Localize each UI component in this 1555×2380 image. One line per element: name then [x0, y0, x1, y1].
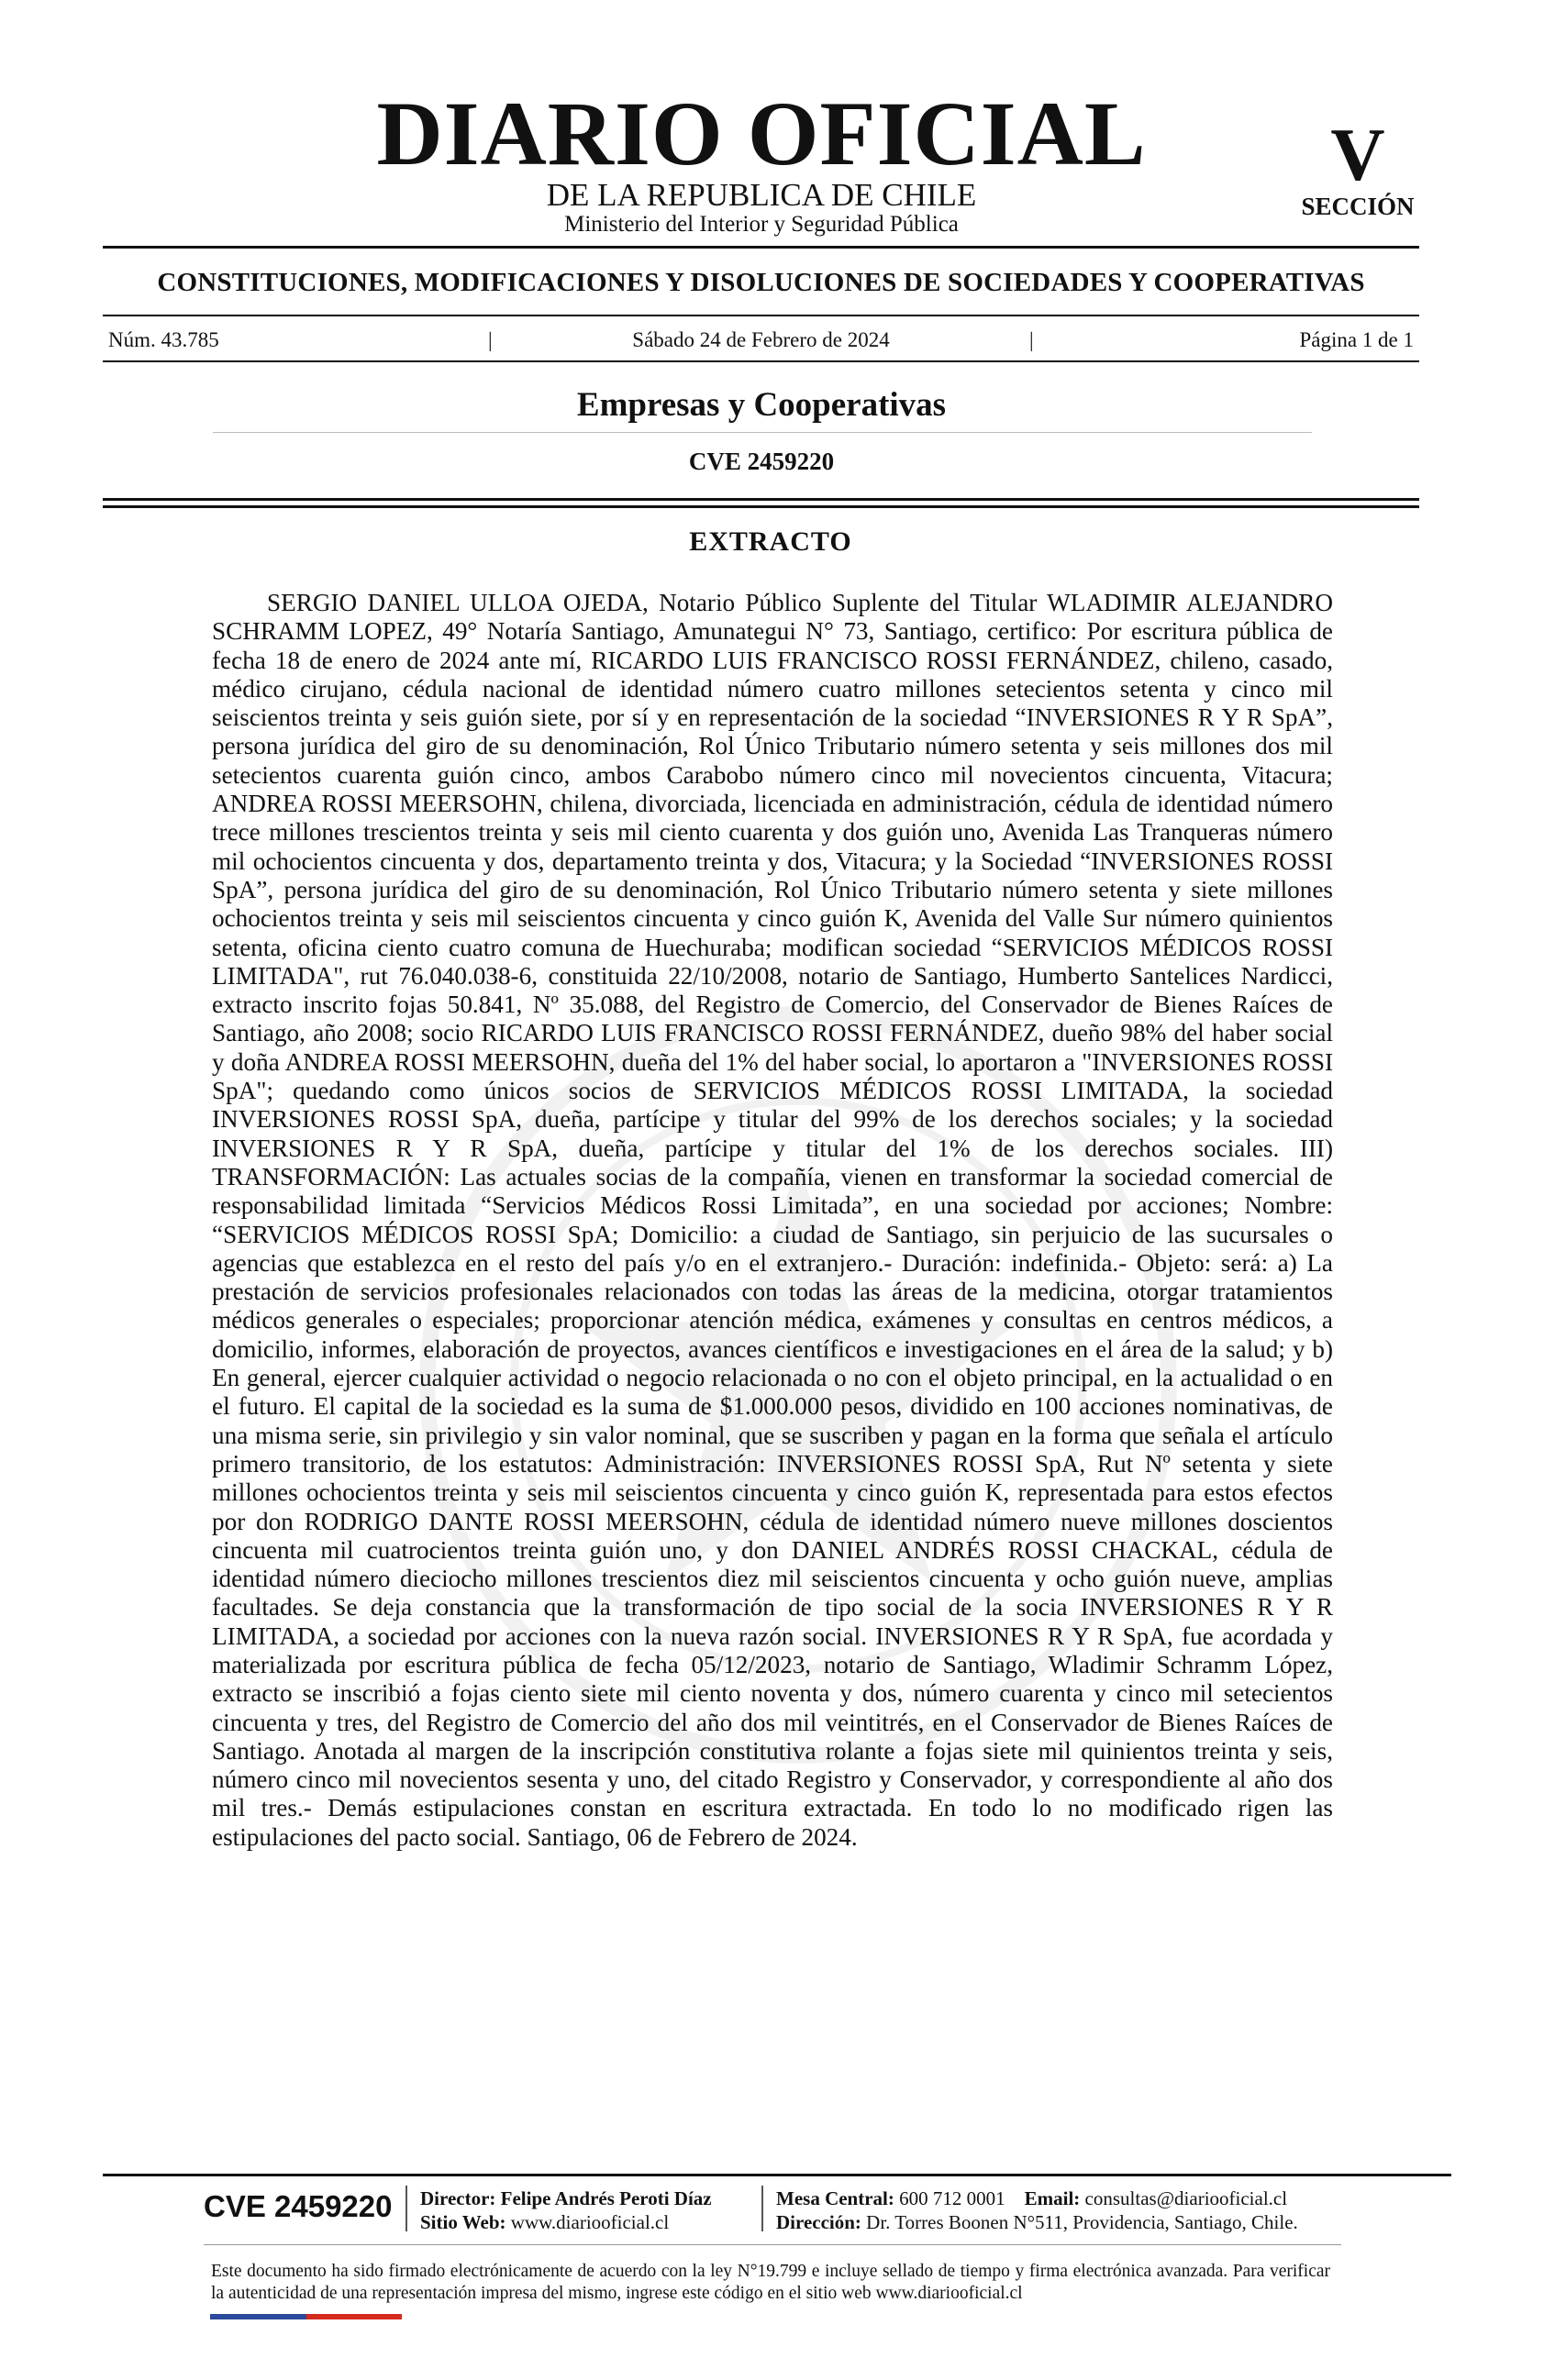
edition-title: Empresas y Cooperativas [576, 386, 947, 424]
cve-code: CVE 2459220 [688, 448, 835, 475]
website-label: Sitio Web: [420, 2211, 506, 2233]
edition-underline [213, 432, 1312, 433]
issue-number: Núm. 43.785 [108, 328, 219, 351]
section-letter: V [1330, 113, 1385, 196]
newspaper-title: DIARIO OFICIAL [376, 83, 1147, 184]
category-heading: CONSTITUCIONES, MODIFICACIONES Y DISOLUCIONES DE SOCIEDADES Y COOPERATIVAS [157, 268, 1365, 297]
page-count: Página 1 de 1 [1299, 328, 1414, 351]
newspaper-subtitle: DE LA REPUBLICA DE CHILE [546, 177, 977, 213]
infobar-rule [103, 360, 1419, 362]
footer-inner-rule [204, 2244, 1341, 2245]
section-label: SECCIÓN [1301, 193, 1415, 220]
document-body [212, 589, 1333, 1852]
website-link[interactable]: www.diariooficial.cl [510, 2211, 670, 2233]
mesa-label: Mesa Central: [776, 2187, 894, 2209]
category-rule [103, 315, 1419, 316]
flag-stripe-red [306, 2314, 402, 2319]
info-separator: | [1029, 328, 1034, 351]
body-paragraph: SERGIO DANIEL ULLOA OJEDA, Notario Público Suplente del Titular WLADIMIR ALEJANDRO SCHRAMM LOPEZ, 49° Notaría Santiago, Amunategui N° 73, Santiago, certifico: Por escritura pública de fecha 18 de enero de 2024 ante mí, RICARDO LUIS FRANCISCO ROSSI FERNÁNDEZ, chileno, casado, médico cirujano, cédula nacional de identidad número cuatro millones setecientos setenta y cinco mil seiscientos treinta y seis guión siete, por sí y en representación de la sociedad “INVERSIONES R Y R SpA”, persona jurídica del giro de su denominación, Rol Único Tributario número setenta y seis millones dos mil setecientos cuarenta guión cinco, ambos Carabobo número cinco mil novecientos cincuenta, Vitacura; ANDREA ROSSI MEERSOHN, chilena, divorciada, licenciada en administración, cédula de identidad número trece millones trescientos treinta y seis mil ciento cuarenta y dos guión uno, Avenida Las Tranqueras número mil ochocientos cincuenta y dos, departamento treinta y dos, Vitacura; y la Sociedad “INVERSIONES ROSSI SpA”, persona jurídica del giro de su denominación, Rol Único Tributario número setenta y siete millones ochocientos treinta y seis mil seiscientos cincuenta y cinco guión K, Avenida del Valle Sur número quinientos setenta, oficina ciento cuatro comuna de Huechuraba; modifican sociedad “SERVICIOS MÉDICOS ROSSI LIMITADA", rut 76.040.038-6, constituida 22/10/2008, notario de Santiago, Humberto Santelices Nardicci, extracto inscrito fojas 50.841, Nº 35.088, del Registro de Comercio, del Conservador de Bienes Raíces de Santiago, año 2008; socio RICARDO LUIS FRANCISCO ROSSI FERNÁNDEZ, dueño 98% del haber social y doña ANDREA ROSSI MEERSOHN, dueña del 1% del haber social, lo aportaron a "INVERSIONES ROSSI SpA"; quedando como únicos socios de SERVICIOS MÉDICOS ROSSI LIMITADA, la sociedad INVERSIONES ROSSI SpA, dueña, partícipe y titular del 99% de los derechos sociales; y la sociedad INVERSIONES R Y R SpA, dueña, partícipe y titular del 1% de los derechos sociales. III) TRANSFORMACIÓN: Las actuales socias de la compañía, vienen en transformar la sociedad comercial de responsabilidad limitada “Servicios Médicos Rossi Limitada”, en una sociedad por acciones; Nombre: “SERVICIOS MÉDICOS ROSSI SpA; Domicilio: a ciudad de Santiago, sin perjuicio de las sucursales o agencias que establezca en el resto del país y/o en el extranjero.- Duración: indefinida.- Objeto: será: a) La prestación de servicios profesionales relacionados con todas las áreas de la medicina, otorgar tratamientos médicos generales o especiales; proporcionar atención médica, exámenes y consultas en centros médicos, a domicilio, informes, elaboración de proyectos, avances científicos e investigaciones en el área de la salud; y b) En general, ejercer cualquier actividad o negocio relacionada o no con el objeto principal, en la actualidad o en el futuro. El capital de la sociedad es la suma de $1.000.000 pesos, dividido en 100 acciones nominativas, de una misma serie, sin privilegio y sin valor nominal, que se suscriben y pagan en la forma que señala el artículo primero transitorio, de los estatutos: Administración: INVERSIONES ROSSI SpA, Rut Nº setenta y siete millones ochocientos treinta y seis mil seiscientos cincuenta y cinco guión K, representada para estos efectos por don RODRIGO DANTE ROSSI MEERSOHN, cédula de identidad número nueve millones doscientos cincuenta mil cuatrocientos treinta guión uno, y don DANIEL ANDRÉS ROSSI CHACKAL, cédula de identidad número dieciocho millones trescientos diez mil seiscientos cincuenta y ocho guión nueve, amplias facultades. Se deja constancia que la transformación de tipo social de la socia INVERSIONES R Y R LIMITADA, a sociedad por acciones con la nueva razón social. INVERSIONES R Y R SpA, fue acordada y materializada por escritura pública de fecha 05/12/2023, notario de Santiago, Wladimir Schramm López, extracto se inscribió a fojas ciento siete mil ciento noventa y dos, número cuarenta y cinco mil setecientos cincuenta y tres, del Registro de Comercio del año dos mil veintitrés, en el Conservador de Bienes Raíces de Santiago. Anotada al margen de la inscripción constitutiva rolante a fojas siete mil quinientos treinta y seis, número cinco mil novecientos sesenta y uno, del citado Registro y Conservador, y correspondiente al año dos mil tres.- Demás estipulaciones constan en escritura extractada. En todo lo no modificado rigen las estipulaciones del pacto social. Santiago, 06 de Febrero de 2024. [212, 589, 1333, 1851]
footer-contact-block [776, 2186, 1298, 2234]
document-title: EXTRACTO [689, 526, 852, 557]
address-label: Dirección: [776, 2211, 861, 2233]
footer-rule [103, 2174, 1451, 2176]
flag-stripe-blue [210, 2314, 306, 2319]
issue-info-bar [103, 328, 1419, 358]
director-label: Director: [420, 2187, 496, 2209]
issue-date: Sábado 24 de Febrero de 2024 [632, 328, 890, 351]
info-separator: | [488, 328, 493, 351]
address-value: Dr. Torres Boonen N°511, Providencia, Santiago, Chile. [866, 2211, 1298, 2233]
director-name: Felipe Andrés Peroti Díaz [500, 2187, 712, 2209]
masthead [0, 0, 1555, 248]
legal-notice: Este documento ha sido firmado electrónicamente de acuerdo con la ley N°19.799 e incluye sellado de tiempo y firma electrónica avanzada. Para verificar la autenticidad de una representación impresa del mismo, ingrese este código en el sitio web www.diariooficial.cl [211, 2262, 1330, 2303]
double-rule-bottom [103, 505, 1419, 508]
footer-divider [761, 2186, 763, 2231]
masthead-rule [103, 246, 1419, 249]
ministry-line: Ministerio del Interior y Seguridad Pública [564, 212, 959, 237]
double-rule-top [103, 498, 1419, 501]
email-label: Email: [1024, 2187, 1081, 2209]
footer-director-block [420, 2186, 712, 2234]
mesa-phone: 600 712 0001 [899, 2187, 1005, 2209]
email-link[interactable]: consultas@diariooficial.cl [1084, 2187, 1288, 2209]
footer-divider [405, 2186, 407, 2231]
footer-cve-code: CVE 2459220 [204, 2189, 393, 2223]
